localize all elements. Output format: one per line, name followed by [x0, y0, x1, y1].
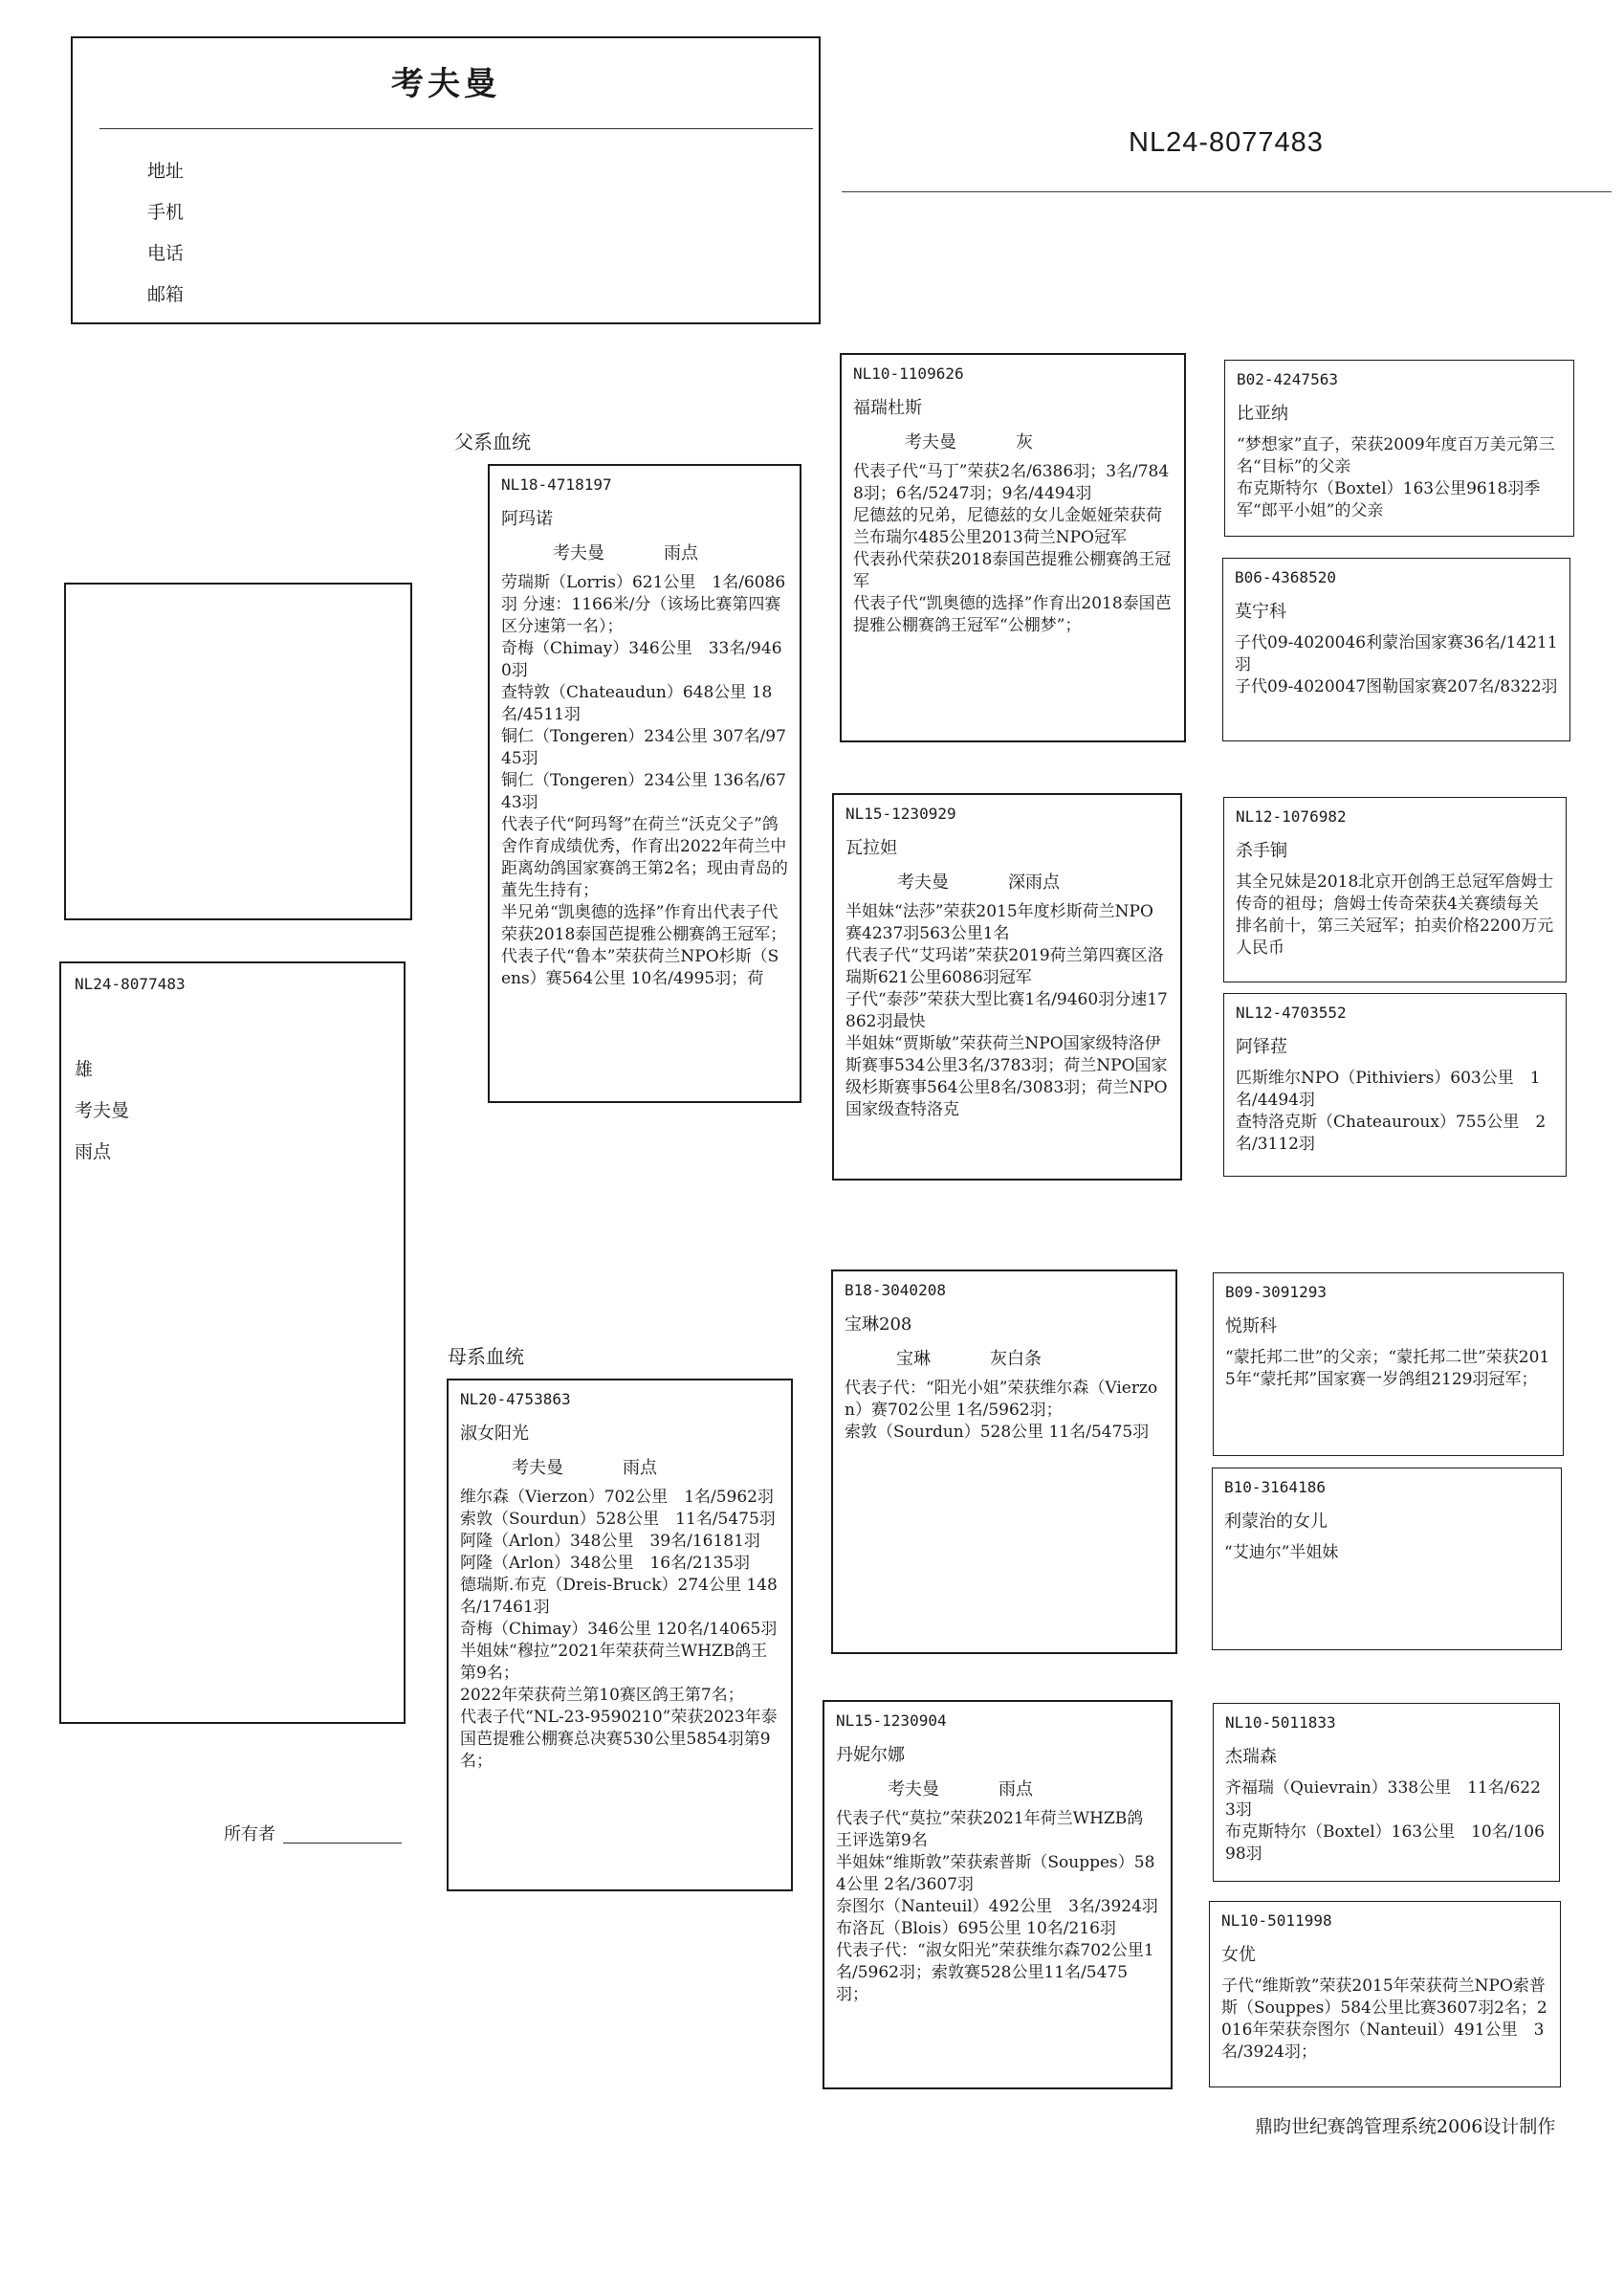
- owner-label: 所有者: [224, 1824, 275, 1844]
- card-info: 半姐妹“法莎”荣获2015年度杉斯荷兰NPO赛4237羽563公里1名 代表子代“艾玛诺”荣获2019荷兰第四赛区洛瑞斯621公里6086羽冠军 子代“泰莎”荣获大型比赛1名/9460羽分速17862羽最快 半姐妹“贾斯敏”荣获荷兰NPO国家级特洛伊斯赛事534公里3名/3783羽；荷兰NPO国家级杉斯赛事564公里8名/3083羽；荷兰NPO国家级查特洛克: [845, 902, 1168, 1119]
- mobile-label: 手机: [147, 202, 185, 223]
- card-ring: NL18-4718197: [501, 475, 612, 494]
- card-name: 莫宁科: [1235, 602, 1286, 622]
- owner-header: [71, 36, 821, 324]
- card-info: “艾迪尔”半姐妹: [1224, 1543, 1339, 1562]
- card-name: 悦斯科: [1225, 1316, 1277, 1336]
- subject-sex: 雄: [75, 1059, 94, 1080]
- card-ring: B18-3040208: [845, 1281, 946, 1299]
- card-info: “梦想家”直子，荣获2009年度百万美元第三名“目标”的父亲 布克斯特尔（Boxtel）163公里9618羽季军“郎平小姐”的父亲: [1237, 435, 1555, 520]
- sire-sire-card: [840, 353, 1186, 742]
- card-info: 匹斯维尔NPO（Pithiviers）603公里 1名/4494羽 查特洛克斯（Chateauroux）755公里 2名/3112羽: [1236, 1069, 1547, 1154]
- card-breeder: 考夫曼: [905, 432, 956, 453]
- ssd-card: [1222, 558, 1570, 741]
- dds-card: [1213, 1703, 1560, 1882]
- card-info: 子代“维斯敦”荣获2015年荣获荷兰NPO索普斯（Souppes）584公里比赛3607羽2名；2016年荣获奈图尔（Nanteuil）491公里 3名/3924羽；: [1221, 1976, 1547, 2062]
- card-color: 灰白条: [990, 1349, 1042, 1369]
- subject-breeder: 考夫曼: [75, 1100, 130, 1121]
- card-info: 齐福瑞（Quievrain）338公里 11名/6223羽 布克斯特尔（Boxtel）163公里 10名/10698羽: [1225, 1778, 1545, 1864]
- card-name: 福瑞杜斯: [853, 398, 922, 418]
- card-info: 代表子代“马丁”荣获2名/6386羽；3名/7848羽；6名/5247羽；9名/4494羽 尼德兹的兄弟，尼德兹的女儿金姬娅荣获荷兰布瑞尔485公里2013荷兰NPO冠军 代表孙代荣获2018泰国芭提雅公棚赛鸽王冠军 代表子代“凯奥德的选择”作育出2018泰国芭提雅公棚赛鸽王冠军“公棚梦”；: [853, 462, 1172, 635]
- card-info: 子代09-4020046利蒙治国家赛36名/14211羽 子代09-4020047图勒国家赛207名/8322羽: [1235, 633, 1558, 696]
- footer-credit: 鼎昀世纪赛鸽管理系统2006设计制作: [1255, 2116, 1556, 2137]
- sire-dam-card: [832, 793, 1182, 1181]
- subject-ring: NL24-8077483: [75, 975, 186, 993]
- subject-color: 雨点: [75, 1141, 112, 1162]
- sds-card: [1223, 797, 1567, 982]
- loft-name: 考夫曼: [391, 65, 500, 103]
- card-ring: NL15-1230929: [845, 805, 956, 823]
- card-ring: NL12-1076982: [1236, 807, 1347, 826]
- card-ring: NL10-5011998: [1221, 1911, 1332, 1930]
- card-ring: NL20-4753863: [460, 1390, 571, 1408]
- card-name: 淑女阳光: [460, 1424, 529, 1444]
- sire-line-label: 父系血统: [454, 430, 531, 453]
- card-name: 丹妮尔娜: [836, 1745, 905, 1765]
- card-ring: B09-3091293: [1225, 1283, 1327, 1301]
- sss-card: [1224, 360, 1574, 537]
- card-name: 阿铎菈: [1236, 1037, 1287, 1057]
- ring-divider: [842, 191, 1612, 192]
- card-ring: NL10-1109626: [853, 364, 964, 383]
- card-info: 其全兄妹是2018北京开创鸽王总冠军詹姆士传奇的祖母；詹姆士传奇荣获4关赛绩每关排名前十，第三关冠军；拍卖价格2200万元人民币: [1236, 872, 1554, 958]
- main-ring-number: NL24-8077483: [1129, 127, 1324, 158]
- card-ring: B10-3164186: [1224, 1478, 1326, 1496]
- card-name: 比亚纳: [1237, 404, 1288, 424]
- card-color: 雨点: [623, 1458, 657, 1478]
- sire-card: [488, 464, 801, 1103]
- card-name: 阿玛诺: [501, 509, 553, 529]
- card-breeder: 考夫曼: [897, 872, 949, 893]
- dam-sire-card: [831, 1269, 1177, 1654]
- address-label: 地址: [147, 161, 185, 182]
- card-info: “蒙托邦二世”的父亲；“蒙托邦二世”荣获2015年“蒙托邦”国家赛一岁鸽组2129羽冠军；: [1225, 1348, 1550, 1389]
- dam-dam-card: [823, 1700, 1173, 2089]
- ddd-card: [1209, 1901, 1561, 2087]
- card-color: 雨点: [664, 543, 698, 563]
- card-breeder: 宝琳: [896, 1349, 931, 1369]
- card-ring: NL12-4703552: [1236, 1004, 1347, 1022]
- card-ring: B02-4247563: [1237, 370, 1338, 388]
- dam-line-label: 母系血统: [448, 1345, 524, 1368]
- card-info: 维尔森（Vierzon）702公里 1名/5962羽 索敦（Sourdun）528公里 11名/5475羽 阿隆（Arlon）348公里 39名/16181羽 阿隆（Arlon）348公里 16名/2135羽 德瑞斯.布克（Dreis-Bruck）274公里 148名/17461羽 奇梅（Chimay）346公里 120名/14065羽 半姐妹“穆拉”2021年荣获荷兰WHZB鸽王第9名； 2022年荣获荷兰第10赛区鸽王第7名； 代表子代“NL-23-9590210”荣获2023年泰国芭提雅公棚赛总决赛530公里5854羽第9名；: [460, 1488, 778, 1771]
- card-color: 深雨点: [1008, 872, 1060, 893]
- header-divider: [99, 128, 813, 129]
- dam-card: [447, 1379, 793, 1891]
- phone-label: 电话: [147, 243, 185, 264]
- subject-card: [59, 961, 406, 1724]
- email-label: 邮箱: [147, 284, 185, 305]
- dsd-card: [1212, 1468, 1562, 1650]
- card-color: 雨点: [999, 1779, 1033, 1799]
- card-breeder: 考夫曼: [888, 1779, 939, 1799]
- card-name: 女优: [1221, 1945, 1256, 1965]
- card-name: 杰瑞森: [1225, 1747, 1277, 1767]
- card-ring: NL15-1230904: [836, 1711, 947, 1730]
- card-name: 杀手锏: [1236, 841, 1287, 861]
- card-info: 代表子代：“阳光小姐”荣获维尔森（Vierzon）赛702公里 1名/5962羽； 索敦（Sourdun）528公里 11名/5475羽: [845, 1379, 1158, 1442]
- card-info: 代表子代“莫拉”荣获2021年荷兰WHZB鸽王评选第9名 半姐妹“维斯敦”荣获索普斯（Souppes）584公里 2名/3607羽 奈图尔（Nanteuil）492公里 3名/3924羽 布洛瓦（Blois）695公里 10名/216羽 代表子代：“淑女阳光”荣获维尔森702公里1名/5962羽；索敦赛528公里11名/5475羽；: [836, 1809, 1158, 2004]
- card-breeder: 考夫曼: [512, 1458, 563, 1478]
- card-name: 宝琳208: [845, 1314, 912, 1335]
- sdd-card: [1223, 993, 1567, 1177]
- card-ring: NL10-5011833: [1225, 1713, 1336, 1732]
- card-breeder: 考夫曼: [553, 543, 604, 563]
- card-color: 灰: [1016, 432, 1033, 453]
- photo-frame: [64, 583, 412, 920]
- card-info: 劳瑞斯（Lorris）621公里 1名/6086羽 分速：1166米/分（该场比赛第四赛区分速第一名）； 奇梅（Chimay）346公里 33名/9460羽 查特敦（Chateaudun）648公里 18名/4511羽 铜仁（Tongeren）234公里 307名/9745羽 铜仁（Tongeren）234公里 136名/6743羽 代表子代“阿玛弩”在荷兰“沃克父子”鸽舍作育成绩优秀，作育出2022年荷兰中距离幼鸽国家赛鸽王第2名；现由青岛的董先生持有； 半兄弟“凯奥德的选择”作育出代表子代荣获2018泰国芭提雅公棚赛鸽王冠军； 代表子代“鲁本”荣获荷兰NPO杉斯（Sens）赛564公里 10名/4995羽；荷: [501, 573, 788, 988]
- dss-card: [1213, 1272, 1564, 1456]
- card-name: 瓦拉妲: [845, 838, 897, 858]
- card-name: 利蒙治的女儿: [1224, 1512, 1328, 1532]
- card-ring: B06-4368520: [1235, 568, 1336, 586]
